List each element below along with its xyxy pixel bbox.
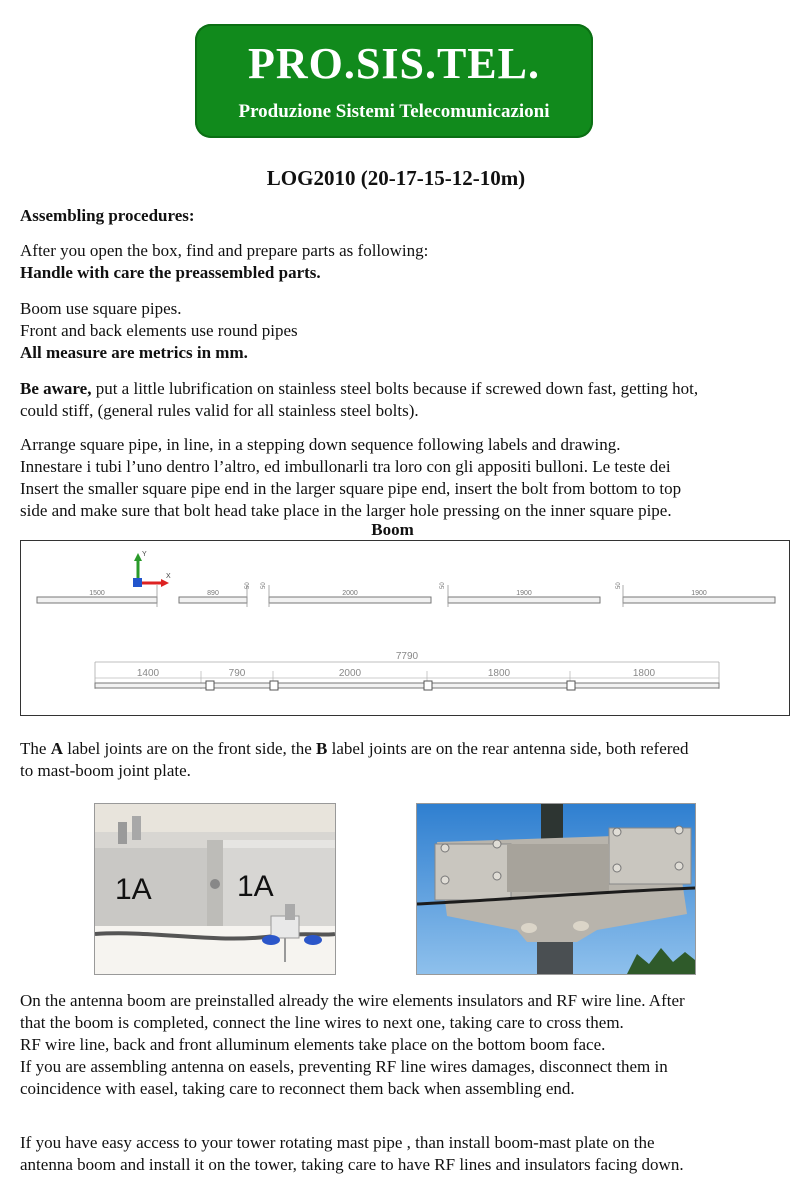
- bottom-dim-5: 1800: [632, 668, 656, 679]
- aware-bold: Be aware,: [20, 379, 92, 398]
- bottom-dim-2: 790: [228, 668, 246, 679]
- axis-icon: [133, 551, 171, 587]
- top-pipe-3: [269, 597, 431, 603]
- top-dim-3: 2000: [342, 590, 358, 597]
- top-pipe-4: [448, 597, 600, 603]
- total-dim: 7790: [395, 651, 419, 662]
- top-dim-2: 890: [207, 590, 219, 597]
- top-pipe-1: [37, 597, 157, 603]
- boom-notes-line-1: On the antenna boom are preinstalled already the wire elements insulators and RF wire line. After: [20, 991, 685, 1010]
- boom-notes-line-2: that the boom is completed, connect the line wires to next one, taking care to cross them.: [20, 1013, 624, 1032]
- boom-drawing-svg: [21, 541, 789, 715]
- end-dim-2: 50: [261, 582, 267, 589]
- arrange-line-4: side and make sure that bolt head take place in the larger hole pressing on the inner square pipe.: [20, 501, 672, 520]
- joints-post: label joints are on the rear antenna side, both refered: [327, 739, 689, 758]
- boom-notes-line-4: If you are assembling antenna on easels, preventing RF line wires damages, disconnect them in: [20, 1057, 668, 1076]
- joints-pre: The: [20, 739, 51, 758]
- top-dim-4: 1900: [516, 590, 532, 597]
- boom-joint-photo: [94, 803, 336, 975]
- top-dim-1: 1500: [89, 590, 105, 597]
- joints-b-label: B: [316, 739, 328, 758]
- logo-title: PRO.SIS.TEL.: [248, 39, 540, 88]
- intro-line-1: After you open the box, find and prepare parts as following:: [20, 241, 429, 260]
- axis-x-label: X: [166, 573, 171, 580]
- aware-line-2: could stiff, (general rules valid for all stainless steel bolts).: [20, 401, 419, 420]
- assembled-boom: [95, 683, 719, 688]
- assembling-heading: Assembling procedures:: [20, 206, 195, 225]
- intro-line-2: Handle with care the preassembled parts.: [20, 263, 321, 282]
- tower-line-2: antenna boom and install it on the tower, taking care to have RF lines and insulators facing down.: [20, 1155, 684, 1174]
- boom-drawing: [20, 540, 790, 716]
- document-title: LOG2010 (20-17-15-12-10m): [266, 166, 526, 190]
- arrange-line-3: Insert the smaller square pipe end in the larger square pipe end, insert the bolt from bottom to top: [20, 479, 682, 498]
- axis-y-label: Y: [142, 551, 147, 558]
- pipes-line-3: All measure are metrics in mm.: [20, 343, 248, 362]
- boom-notes-line-5: coincidence with easel, taking care to reconnect them back when assembling end.: [20, 1079, 575, 1098]
- end-dim-1: 50: [245, 582, 251, 589]
- boom-label: Boom: [371, 520, 414, 539]
- joints-line-1: [20, 738, 688, 760]
- photo-label-1a-left: 1A: [115, 873, 152, 906]
- company-logo: [195, 24, 593, 138]
- pipes-line-2: Front and back elements use round pipes: [20, 321, 298, 340]
- top-pipe-5: [623, 597, 775, 603]
- mast-plate-photo: [416, 803, 696, 975]
- aware-line-1: [20, 378, 698, 400]
- bottom-dim-3: 2000: [338, 668, 362, 679]
- arrange-line-2: Innestare i tubi l’uno dentro l’altro, ed imbullonarli tra loro con gli appositi bulloni. Le teste dei: [20, 457, 671, 476]
- logo-subtitle: Produzione Sistemi Telecomunicazioni: [238, 101, 550, 122]
- joints-mid: label joints are on the front side, the: [62, 739, 317, 758]
- end-dim-4: 50: [616, 582, 622, 589]
- joints-a-label: A: [50, 739, 63, 758]
- bottom-dim-1: 1400: [136, 668, 160, 679]
- bottom-dim-4: 1800: [487, 668, 511, 679]
- pipes-line-1: Boom use square pipes.: [20, 299, 182, 318]
- arrange-line-1: Arrange square pipe, in line, in a stepping down sequence following labels and drawing.: [20, 435, 621, 454]
- top-pipe-2: [179, 597, 247, 603]
- tower-line-1: If you have easy access to your tower rotating mast pipe , than install boom-mast plate on the: [20, 1133, 655, 1152]
- aware-rest: put a little lubrification on stainless steel bolts because if screwed down fast, getting hot,: [91, 379, 699, 398]
- top-dim-5: 1900: [691, 590, 707, 597]
- photo-label-1a-right: 1A: [237, 870, 274, 903]
- end-dim-3: 50: [440, 582, 446, 589]
- boom-notes-line-3: RF wire line, back and front alluminum elements take place on the bottom boom face.: [20, 1035, 606, 1054]
- joints-line-2: to mast-boom joint plate.: [20, 761, 191, 780]
